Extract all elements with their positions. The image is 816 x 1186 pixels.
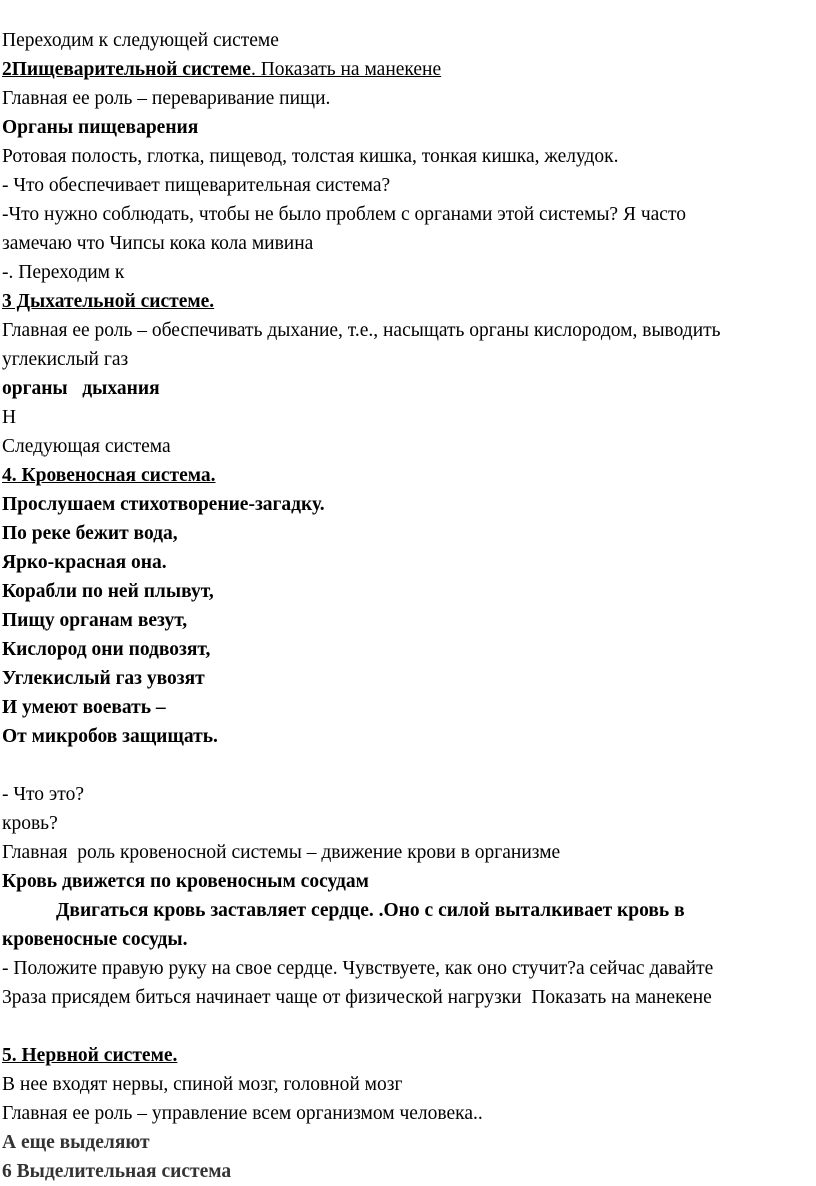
text-line: - Что это? xyxy=(2,784,84,805)
subheading-digestive-organs: Органы пищеварения xyxy=(2,117,199,138)
text-line: -. Переходим к xyxy=(2,262,125,283)
blank-line xyxy=(0,1012,816,1041)
text-line: Главная ее роль – обеспечивать дыхание, т.е., насыщать органы кислородом, выводить xyxy=(2,320,721,341)
bold-statement: кровеносные сосуды. xyxy=(2,929,188,950)
text-line: Главная роль кровеносной системы – движение крови в организме xyxy=(2,842,561,863)
text-line: кровь? xyxy=(2,813,58,834)
poem-line: Кислород они подвозят, xyxy=(2,639,211,660)
poem-line: От микробов защищать. xyxy=(2,726,218,747)
text-line: - Положите правую руку на свое сердце. Чувствуете, как оно стучит?а сейчас давайте xyxy=(2,958,714,979)
blank-line xyxy=(0,751,816,780)
heading-bold-part: 2Пищеварительной системе xyxy=(2,59,251,80)
poem-line: Пищу органам везут, xyxy=(2,610,188,631)
text-line: Н xyxy=(2,407,17,428)
bold-statement: А еще выделяют xyxy=(2,1132,150,1153)
section-heading-digestive xyxy=(0,55,816,84)
section-heading-respiratory: 3 Дыхательной системе. xyxy=(2,291,215,312)
section-heading-circulatory: 4. Кровеносная система. xyxy=(2,465,216,486)
document-body xyxy=(0,26,816,1186)
section-heading-nervous: 5. Нервной системе. xyxy=(2,1045,178,1066)
poem-line: И умеют воевать – xyxy=(2,697,166,718)
poem-line: Ярко-красная она. xyxy=(2,552,167,573)
poem-intro: Прослушаем стихотворение-загадку. xyxy=(2,494,325,515)
text-line: - Что обеспечивает пищеварительная система? xyxy=(2,175,391,196)
text-line: Следующая система xyxy=(2,436,171,457)
text-line: 3раза присядем биться начинает чаще от физической нагрузки Показать на манекене xyxy=(2,987,712,1008)
text-line: -Что нужно соблюдать, чтобы не было проблем с органами этой системы? Я часто xyxy=(2,204,686,225)
text-line: замечаю что Чипсы кока кола мивина xyxy=(2,233,314,254)
subheading-respiratory-organs: органы дыхания xyxy=(2,378,160,399)
text-line: Ротовая полость, глотка, пищевод, толстая кишка, тонкая кишка, желудок. xyxy=(2,146,619,167)
text-line: углекислый газ xyxy=(2,349,129,370)
poem-line: По реке бежит вода, xyxy=(2,523,178,544)
text-line: Переходим к следующей системе xyxy=(2,30,279,51)
section-heading-excretory: 6 Выделительная система xyxy=(2,1161,232,1182)
text-line: Главная ее роль – управление всем организмом человека.. xyxy=(2,1103,483,1124)
heading-normal-part: . Показать на манекене xyxy=(250,59,442,80)
poem-line: Углекислый газ увозят xyxy=(2,668,205,689)
text-line: Главная ее роль – переваривание пищи. xyxy=(2,88,331,109)
text-line: В нее входят нервы, спиной мозг, головной мозг xyxy=(2,1074,403,1095)
bold-statement: Кровь движется по кровеносным сосудам xyxy=(2,871,369,892)
bold-statement-indented: Двигаться кровь заставляет сердце. .Оно с силой выталкивает кровь в xyxy=(56,900,685,921)
poem-line: Корабли по ней плывут, xyxy=(2,581,214,602)
